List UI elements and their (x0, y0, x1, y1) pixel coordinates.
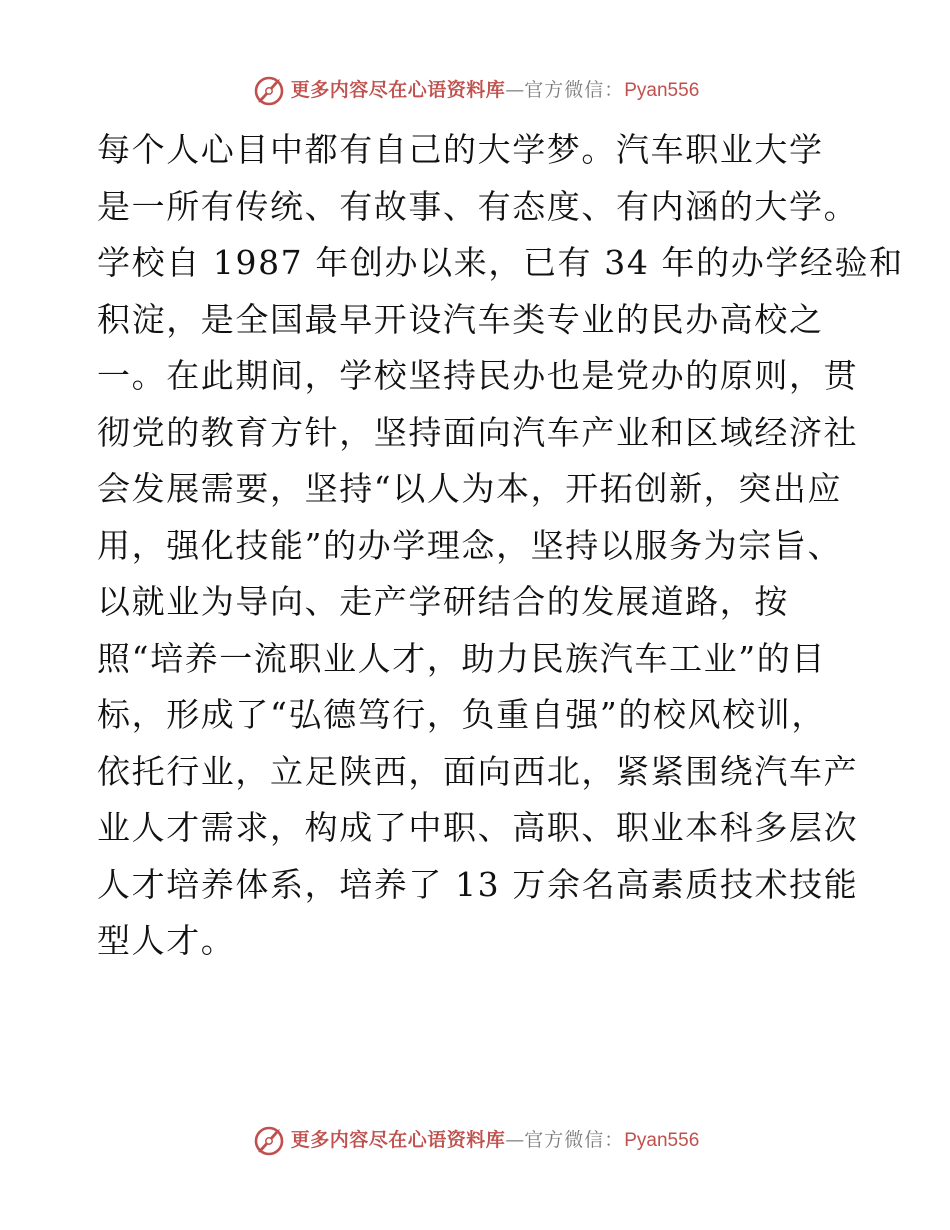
paragraph-line: 业人才需求，构成了中职、高职、职业本科多层次 (97, 808, 859, 847)
body-paragraph (97, 122, 904, 970)
paragraph-line: 人才培养体系，培养了 13 万余名高素质技术技能 (97, 864, 859, 904)
paragraph-line: 学校自 1987 年创办以来，已有 34 年的办学经验和 (97, 243, 904, 282)
paragraph-line: 照“培养一流职业人才，助力民族汽车工业”的目 (97, 638, 826, 678)
watermark-dash: — (505, 78, 525, 101)
watermark-wechat-label: 官方微信： (524, 1128, 625, 1151)
paragraph-line: 一。在此期间，学校坚持民办也是党办的原则，贯 (97, 356, 859, 395)
paragraph-line: 型人才。 (97, 921, 236, 960)
paragraph-line: 彻党的教育方针，坚持面向汽车产业和区域经济社 (97, 412, 859, 452)
paragraph-line: 每个人心目中都有自己的大学梦。汽车职业大学 (97, 130, 824, 169)
paragraph-line: 以就业为导向、走产学研结合的发展道路，按 (97, 582, 789, 621)
watermark-wechat-id: Pyan556 (624, 79, 700, 101)
watermark-text (291, 1118, 700, 1163)
watermark-main-text: 更多内容尽在心语资料库 (290, 78, 506, 101)
footer-watermark (0, 1118, 950, 1162)
quill-logo-icon (251, 72, 287, 108)
paragraph-line: 积淀，是全国最早开设汽车类专业的民办高校之 (97, 299, 824, 339)
quill-logo-icon (251, 1122, 287, 1158)
watermark-main-text: 更多内容尽在心语资料库 (290, 1128, 506, 1151)
watermark-wechat-label: 官方微信： (524, 78, 625, 101)
paragraph-line: 用，强化技能”的办学理念，坚持以服务为宗旨、 (97, 525, 843, 565)
paragraph-line: 标，形成了“弘德笃行，负重自强”的校风校训， (97, 695, 826, 734)
paragraph-line: 依托行业，立足陕西，面向西北，紧紧围绕汽车产 (97, 751, 859, 791)
watermark-dash: — (505, 1128, 525, 1151)
paragraph-line: 是一所有传统、有故事、有态度、有内涵的大学。 (97, 186, 859, 226)
header-watermark (0, 68, 950, 112)
paragraph-line: 会发展需要，坚持“以人为本，开拓创新，突出应 (97, 469, 843, 508)
watermark-text (291, 68, 700, 113)
watermark-wechat-id: Pyan556 (624, 1129, 700, 1151)
